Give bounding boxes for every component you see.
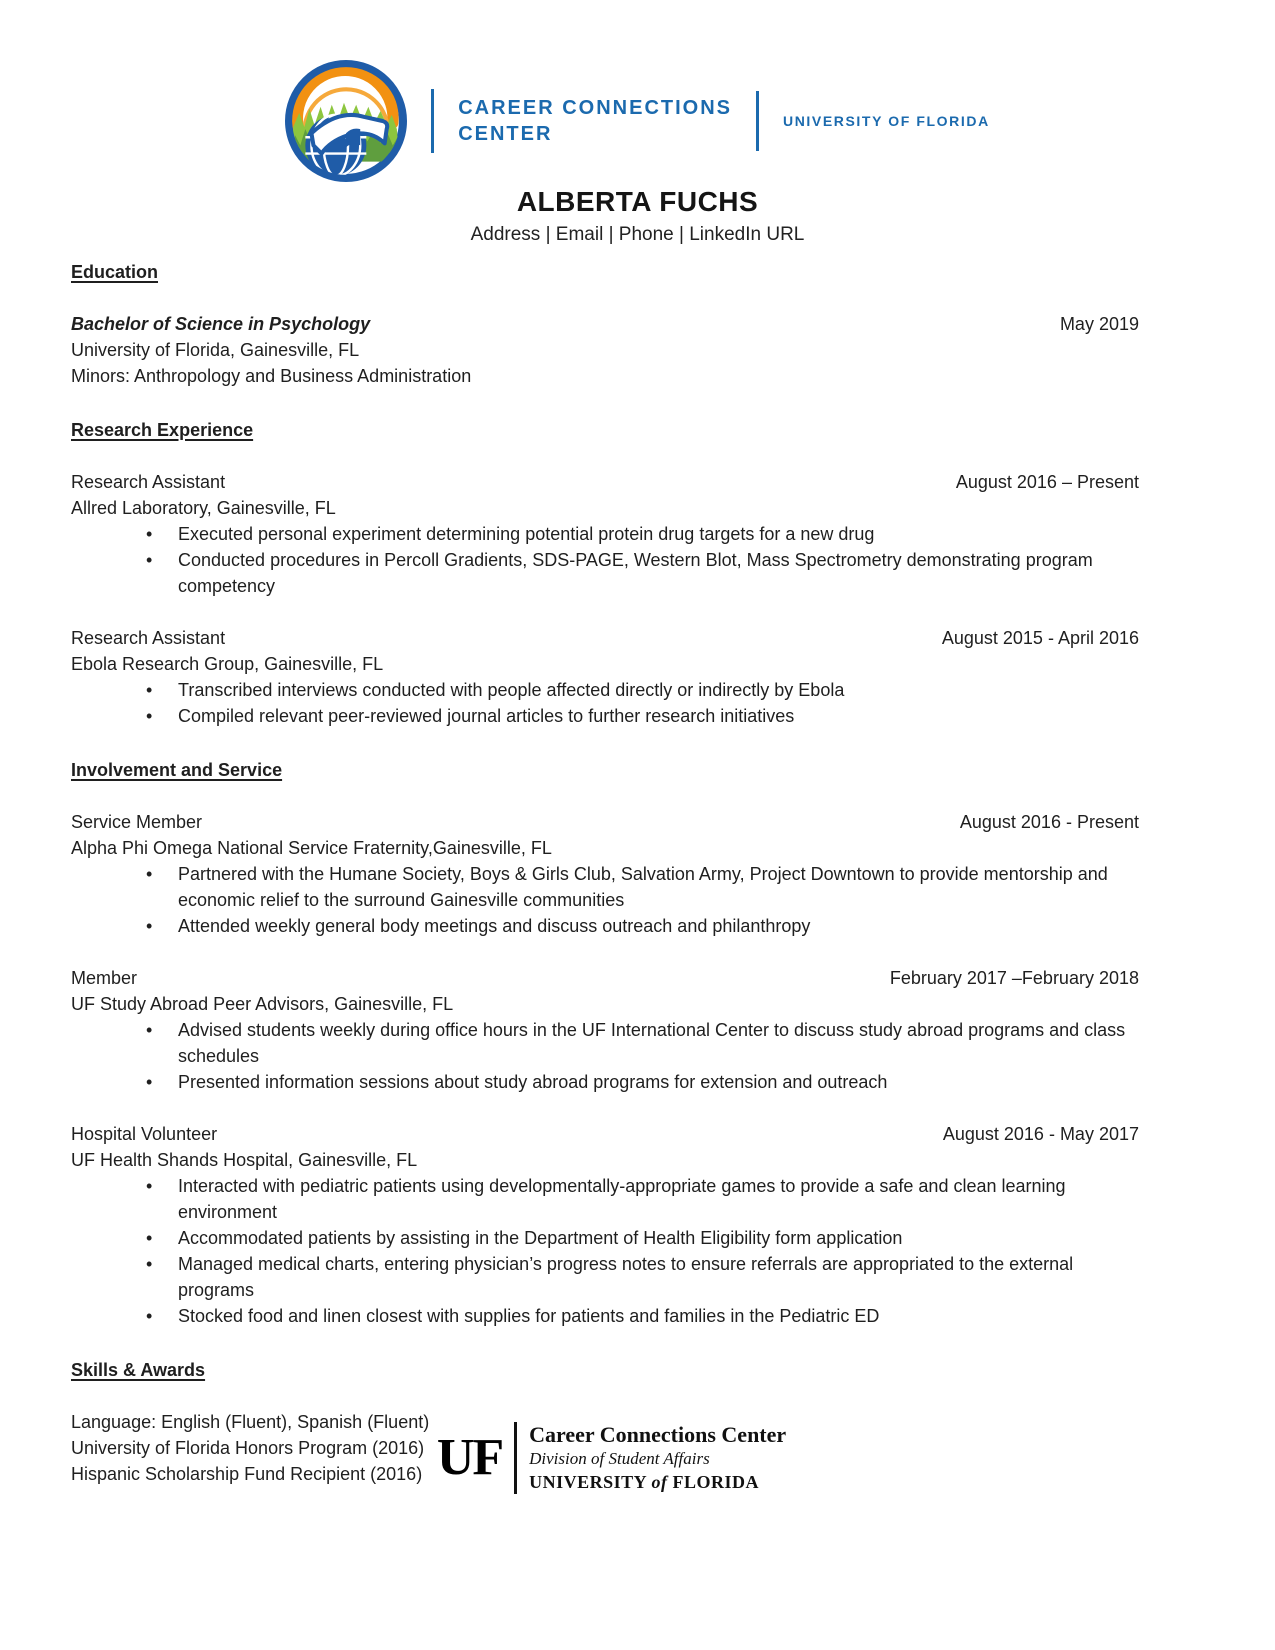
bullet-item: • Presented information sessions about study abroad programs for extension and outreach <box>178 1069 1139 1095</box>
entry <box>71 311 1139 389</box>
section-heading-text: Involvement and Service <box>71 760 283 780</box>
section <box>71 417 1139 729</box>
bullet-item: • Stocked food and linen closest with supplies for patients and families in the Pediatric ED <box>178 1303 1139 1329</box>
bullet-item: • Advised students weekly during office hours in the UF International Center to discuss study abroad programs and class schedules <box>178 1017 1139 1069</box>
bullet-item: • Attended weekly general body meetings and discuss outreach and philanthropy <box>178 913 1139 939</box>
entry-date: February 2017 –February 2018 <box>889 968 1139 988</box>
entry <box>71 1121 1139 1329</box>
footer-divider <box>514 1422 517 1494</box>
entry-organization: UF Health Shands Hospital, Gainesville, FL <box>71 1150 418 1170</box>
entry-date: August 2015 - April 2016 <box>941 628 1139 648</box>
wordmark-line2: CENTER <box>458 123 553 145</box>
bullet-item: • Partnered with the Humane Society, Boys & Girls Club, Salvation Army, Project Downtown to provide mentorship and economic relief to the surround Gainesville communities <box>178 861 1139 913</box>
entry-detail: Minors: Anthropology and Business Administration <box>71 366 472 386</box>
uf-footer-lockup <box>437 1422 786 1494</box>
header-divider-2 <box>756 91 759 151</box>
entry <box>71 809 1139 939</box>
entry-header <box>71 965 1139 991</box>
footer-university <box>529 1470 786 1494</box>
resume-body <box>71 259 1139 1487</box>
entry-title: Bachelor of Science in Psychology <box>71 314 371 334</box>
entry-organization: Allred Laboratory, Gainesville, FL <box>71 498 336 518</box>
header-divider-1 <box>431 89 434 153</box>
entry-title: Research Assistant <box>71 472 226 492</box>
entry-header <box>71 311 1139 337</box>
section-heading <box>71 417 1139 443</box>
bullet-item: • Conducted procedures in Percoll Gradients, SDS-PAGE, Western Blot, Mass Spectrometry demonstrating program competency <box>178 547 1139 599</box>
entry-organization: UF Study Abroad Peer Advisors, Gainesville, FL <box>71 994 454 1014</box>
entry-title: Hospital Volunteer <box>71 1124 218 1144</box>
bullet-item: • Compiled relevant peer-reviewed journal articles to further research initiatives <box>178 703 1139 729</box>
section-heading-text: Research Experience <box>71 420 254 440</box>
section-heading <box>71 259 1139 285</box>
entry-title: Service Member <box>71 812 203 832</box>
section-heading <box>71 757 1139 783</box>
entry-title: Member <box>71 968 138 988</box>
resume-footer <box>0 1422 1275 1494</box>
section-heading-text: Skills & Awards <box>71 1360 206 1380</box>
section <box>71 259 1139 389</box>
bullet-list <box>71 861 1139 939</box>
section-heading <box>71 1357 1139 1383</box>
entry-organization: Alpha Phi Omega National Service Fraternity,Gainesville, FL <box>71 838 552 858</box>
bullet-item: • Managed medical charts, entering physician’s progress notes to ensure referrals are appropriated to the external programs <box>178 1251 1139 1303</box>
bullet-item: • Interacted with pediatric patients using developmentally-appropriate games to provide a safe and clean learning environment <box>178 1173 1139 1225</box>
bullet-list <box>71 1173 1139 1329</box>
entry-organization: Ebola Research Group, Gainesville, FL <box>71 654 384 674</box>
section <box>71 757 1139 1329</box>
entry-header <box>71 809 1139 835</box>
bullet-list <box>71 677 1139 729</box>
entry-title: Research Assistant <box>71 628 226 648</box>
entry-date: August 2016 - May 2017 <box>942 1124 1139 1144</box>
entry <box>71 965 1139 1095</box>
person-name: ALBERTA FUCHS <box>516 186 759 217</box>
entry-date: August 2016 - Present <box>959 812 1139 832</box>
bullet-item: • Transcribed interviews conducted with people affected directly or indirectly by Ebola <box>178 677 1139 703</box>
entry-organization: University of Florida, Gainesville, FL <box>71 340 360 360</box>
section-heading-text: Education <box>71 262 159 282</box>
footer-division: Division of Student Affairs <box>529 1449 710 1468</box>
entry <box>71 625 1139 729</box>
entry-date: May 2019 <box>1059 314 1139 334</box>
footer-univ-post: FLORIDA <box>667 1472 760 1492</box>
skills-line: Hispanic Scholarship Fund Recipient (2016) <box>71 1464 423 1484</box>
resume-header <box>0 60 1275 246</box>
bullet-item: • Accommodated patients by assisting in the Department of Health Eligibility form application <box>178 1225 1139 1251</box>
career-connections-logo-icon <box>285 60 407 182</box>
bullet-list <box>71 1017 1139 1095</box>
bullet-item: • Executed personal experiment determining potential protein drug targets for a new drug <box>178 521 1139 547</box>
wordmark-line1: CAREER CONNECTIONS <box>458 97 732 119</box>
entry-header <box>71 469 1139 495</box>
entry <box>71 469 1139 599</box>
entry-date: August 2016 – Present <box>955 472 1139 492</box>
bullet-list <box>71 521 1139 599</box>
entry-header <box>71 625 1139 651</box>
footer-org: Career Connections Center <box>529 1422 787 1447</box>
skills-line: Language: English (Fluent), Spanish (Fluent) <box>71 1412 430 1432</box>
university-wordmark: UNIVERSITY OF FLORIDA <box>783 113 990 129</box>
contact-line: Address | Email | Phone | LinkedIn URL <box>470 224 805 245</box>
footer-text <box>529 1422 786 1494</box>
skills-line: University of Florida Honors Program (2016) <box>71 1438 425 1458</box>
footer-univ-of: of <box>651 1472 668 1492</box>
uf-monogram-logo: UF <box>436 1429 503 1486</box>
entry-header <box>71 1121 1139 1147</box>
brand-row <box>0 60 1275 182</box>
career-connections-wordmark <box>458 95 732 147</box>
footer-univ-pre: UNIVERSITY <box>529 1472 652 1492</box>
